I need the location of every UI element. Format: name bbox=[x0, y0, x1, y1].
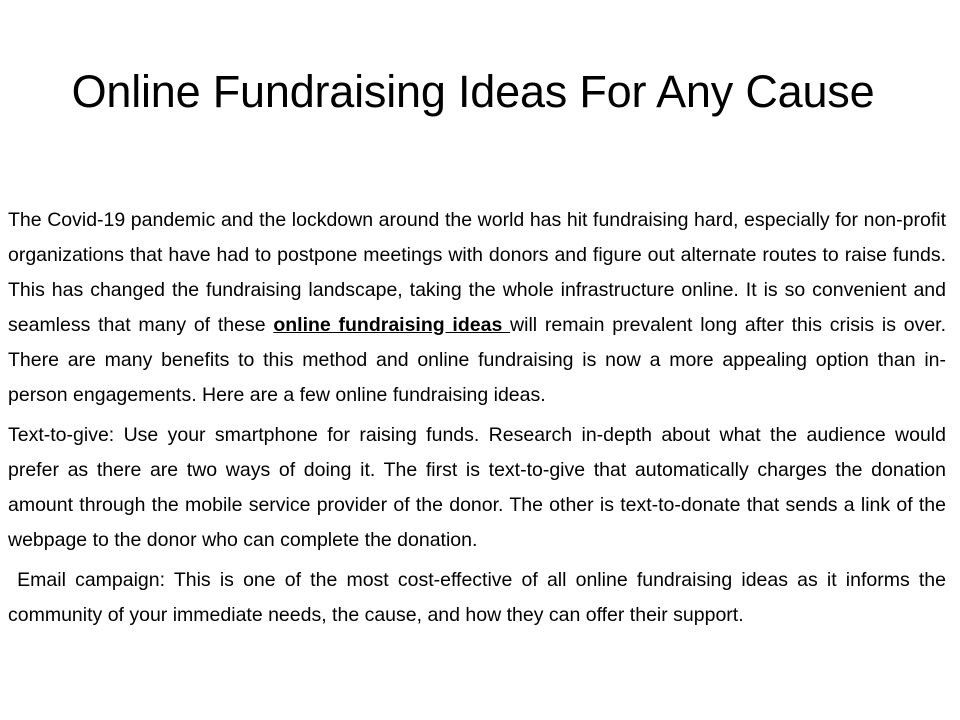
slide-title: Online Fundraising Ideas For Any Cause bbox=[71, 66, 875, 117]
text-to-give-paragraph: Text-to-give: Use your smartphone for raising funds. Research in-depth about what the audience would prefer as there are two ways of doing it. The first is text-to-give that automatically charges the donation amount through the mobile service provider of the donor. The other is text-to-donate that sends a link of the webpage to the donor who can complete the donation. bbox=[8, 424, 946, 551]
online-fundraising-ideas-link[interactable]: online fundraising ideas bbox=[273, 314, 511, 336]
email-campaign-paragraph: Email campaign: This is one of the most cost-effective of all online fundraising ideas as it informs the community of your immediate needs, the cause, and how they can offer their support. bbox=[8, 569, 952, 626]
intro-text-before-link: The Covid-19 pandemic and the lockdown around the world has hit fundraising hard, especially for non-profit organizations that have had to postpone meetings with donors and figure out alternate routes to raise funds. This has changed the fundraising landscape, taking the whole infrastructure online. It is so convenient and seamless that many of these bbox=[8, 209, 946, 336]
intro-paragraph bbox=[8, 203, 946, 413]
intro-text-after-link: will remain prevalent long after this crisis is over. There are many benefits to this method and online fundraising is now a more appealing option than in-person engagements. Here are a few online fundraising ideas. bbox=[8, 314, 946, 406]
slide-body bbox=[8, 203, 952, 638]
